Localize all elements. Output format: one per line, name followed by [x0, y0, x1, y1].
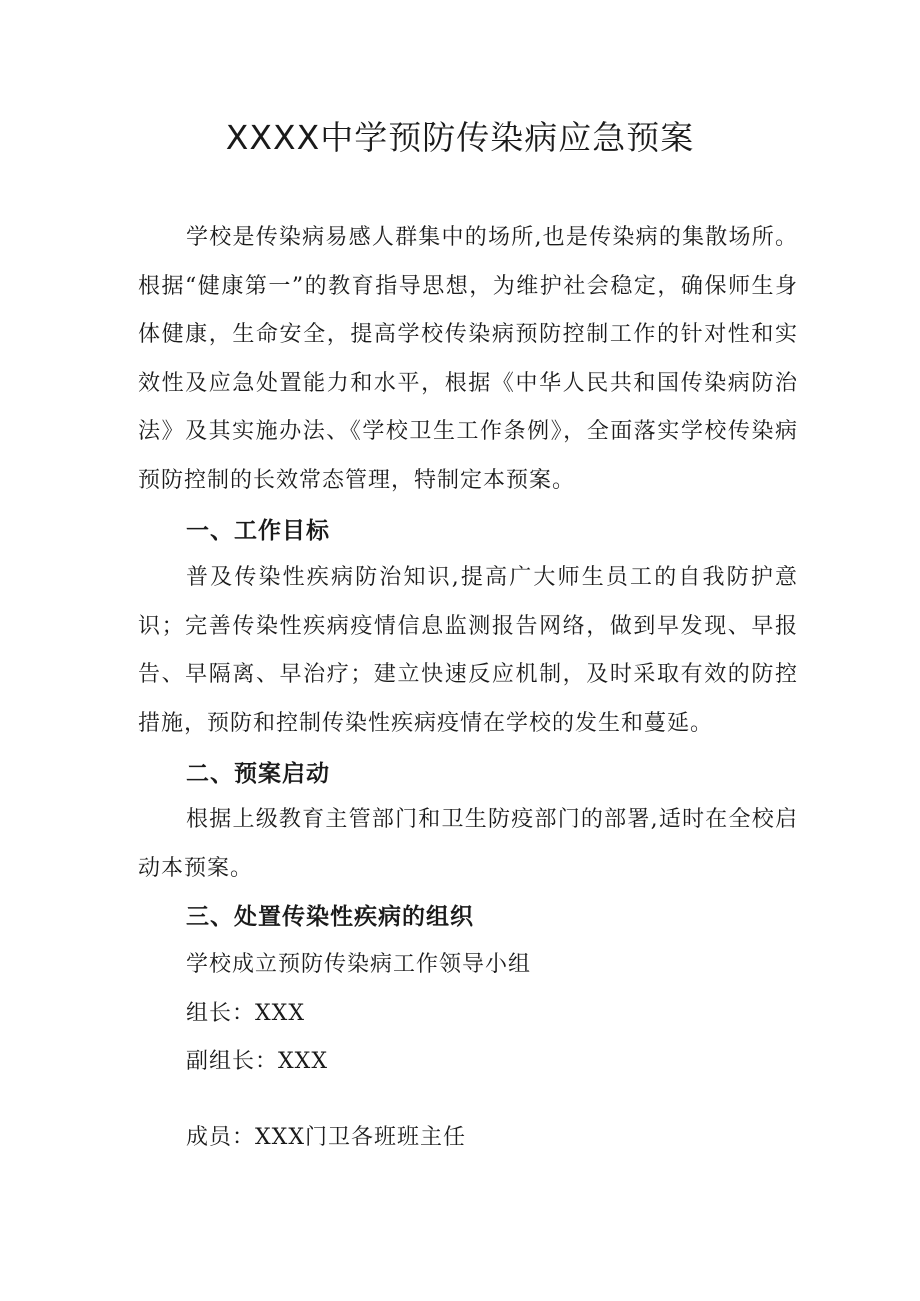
organization-line-leader: 组长：XXX [186, 1001, 305, 1026]
section-heading-goals: 一、工作目标 [186, 518, 330, 544]
section-heading-organization: 三、处置传染性疾病的组织 [186, 904, 474, 930]
organization-line-deputy: 副组长：XXX [186, 1049, 328, 1074]
section-body-activation: 根据上级教育主管部门和卫生防疫部门的部署,适时在全校启动本预案。 [138, 807, 798, 881]
organization-line-members: 成员：XXX门卫各班班主任 [186, 1125, 466, 1150]
section-body-goals: 普及传染性疾病防治知识,提高广大师生员工的自我防护意识；完善传染性疾病疫情信息监测报告网络，做到早发现、早报告、早隔离、早治疗；建立快速反应机制，及时采取有效的防控措施，预防和控制传染性疾病疫情在学校的发生和蔓延。 [138, 565, 798, 736]
section-heading-activation: 二、预案启动 [186, 761, 330, 787]
organization-line-group: 学校成立预防传染病工作领导小组 [186, 952, 532, 977]
document-title: XXXX中学预防传染病应急预案 [225, 118, 695, 157]
intro-paragraph: 学校是传染病易感人群集中的场所,也是传染病的集散场所。根据“健康第一”的教育指导思想，为维护社会稳定，确保师生身体健康，生命安全，提高学校传染病预防控制工作的针对性和实效性及应急处置能力和水平，根据《中华人民共和国传染病防治法》及其实施办法、《学校卫生工作条例》，全面落实学校传染病预防控制的长效常态管理，特制定本预案。 [138, 225, 798, 493]
